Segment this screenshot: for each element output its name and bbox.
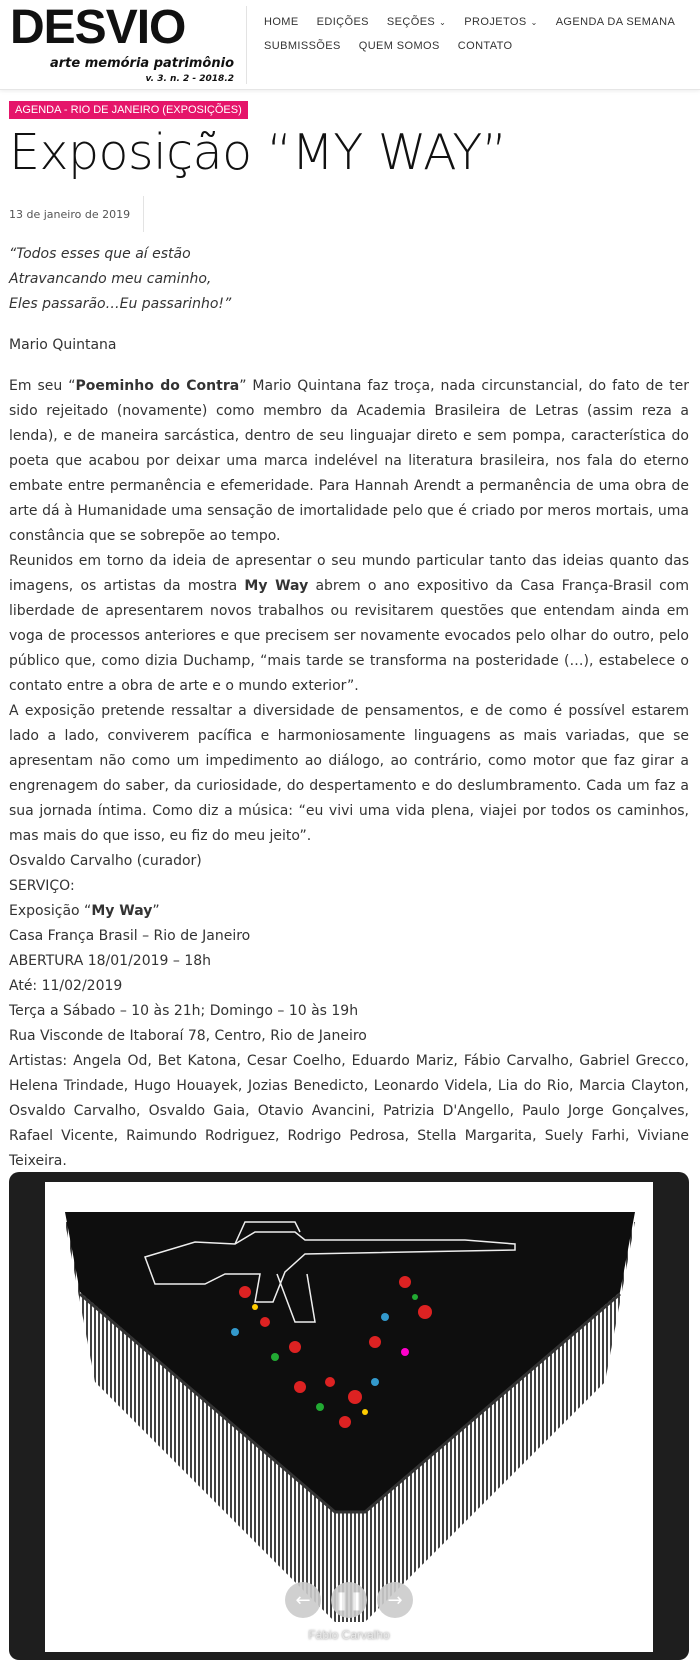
logo-wordmark: DESVIO xyxy=(10,1,186,54)
nav-secoes[interactable]: SEÇÕES ⌄ xyxy=(386,16,447,28)
header-divider xyxy=(246,6,247,84)
nav-contato[interactable]: CONTATO xyxy=(457,40,513,52)
nav-quem-somos[interactable]: QUEM SOMOS xyxy=(358,40,440,52)
paragraph-3: A exposição pretende ressaltar a diversidade de pensamentos, e de como é possível estarem lado a lado, conviverem pacífica e harmoniosamente linguagens as mais variadas, que se apresentam não como um impedimento ao diálogo, ao contrário, como motor que faz girar a engrenagem do saber, da curiosidade, do despertamento e do deslumbramento. Cada um faz a sua jornada íntima. Como diz a música: “eu vivi uma vida plena, viajei por todos os caminhos, mas mais do que isso, eu fiz do meu jeito”. xyxy=(9,703,689,844)
gallery-next-button[interactable] xyxy=(377,1582,413,1618)
service-until: Até: 11/02/2019 xyxy=(9,978,123,994)
gallery-slide[interactable] xyxy=(45,1182,653,1652)
category-badge[interactable]: AGENDA - RIO DE JANEIRO (EXPOSIÇÕES) xyxy=(9,101,248,119)
logo-tagline: arte memória patrimônio xyxy=(49,56,234,71)
service-venue: Casa França Brasil – Rio de Janeiro xyxy=(9,928,251,944)
gallery-pause-button[interactable] xyxy=(331,1582,367,1618)
chevron-down-icon: ⌄ xyxy=(439,18,447,27)
chevron-down-icon: ⌄ xyxy=(530,18,538,27)
poem-title: Poeminho do Contra xyxy=(75,378,240,394)
nav-submissoes[interactable]: SUBMISSÕES xyxy=(264,40,341,52)
arrow-right-icon: → xyxy=(387,1589,403,1611)
paragraph-1: Em seu “Poeminho do Contra” Mario Quintana faz troça, nada circunstancial, do fato de ter sido rejeitado (novamente) como membro da Academia Brasileira de Letras (assim reza a lenda), e de maneira sarcástica, dentro de seu linguajar direto e sem pompa, característica do poeta que acabou por deixar uma marca indelével na literatura brasileira, nos fala do eterno embate entre permanência e efemeridade. Para Hannah Arendt a permanência de uma obra de arte dá à Humanidade uma sensação de imortalidade pelo que é criado por meros mortais, uma constância que se sobrepõe ao tempo. xyxy=(9,378,689,544)
gallery-controls xyxy=(45,1582,653,1618)
nav-projetos[interactable]: PROJETOS ⌄ xyxy=(464,16,538,28)
service-hours: Terça a Sábado – 10 às 21h; Domingo – 10 às 19h xyxy=(9,1003,359,1019)
quote-line: Atravancando meu caminho, xyxy=(9,271,212,287)
post-date: 13 de janeiro de 2019 xyxy=(9,208,131,221)
arrow-left-icon: ← xyxy=(295,1589,311,1611)
nav-edicoes[interactable]: EDIÇÕES xyxy=(316,16,369,28)
artists-list: Artistas: Angela Od, Bet Katona, Cesar Coelho, Eduardo Mariz, Fábio Carvalho, Gabriel Grecco, Helena Trindade, Hugo Houayek, Jozias Benedicto, Leonardo Videla, Lia do Rio, Marcia Clayton, Osvaldo Carvalho, Osvaldo Gaia, Otavio Avancini, Patrizia D'Angello, Paulo Jorge Gonçalves, Rafael Vicente, Raimundo Rodriguez, Rodrigo Pedrosa, Stella Margarita, Suely Farhi, Viviane Teixeira. xyxy=(9,1053,689,1169)
date-divider xyxy=(143,196,144,232)
service-expo: Exposição “My Way” xyxy=(9,903,160,919)
site-header xyxy=(0,0,700,90)
site-logo[interactable] xyxy=(10,2,240,86)
article-body xyxy=(9,238,689,1199)
service-heading: SERVIÇO: xyxy=(9,878,75,894)
paragraph-2: Reunidos em torno da ideia de apresentar o seu mundo particular tanto das ideias quanto das imagens, os artistas da mostra My Way abrem o ano expositivo da Casa França-Brasil com liberdade de apresentarem novos trabalhos ou revisitarem questões que entendam ainda em voga de processos anteriores e que precisem ser novamente evocados pelo olhar do outro, pelo público que, como dizia Duchamp, “mais tarde se transforma na posteridade (…), estabelece o contato entre a obra de arte e o mundo exterior”. xyxy=(9,553,690,694)
nav-agenda-da-semana[interactable]: AGENDA DA SEMANA xyxy=(555,16,676,28)
image-gallery xyxy=(9,1172,689,1660)
nav-row-1 xyxy=(264,10,694,34)
quote-line: Eles passarão…Eu passarinho!” xyxy=(9,296,232,312)
service-address: Rua Visconde de Itaboraí 78, Centro, Rio de Janeiro xyxy=(9,1028,367,1044)
poem-quote xyxy=(9,242,689,317)
pause-icon: ❚❚ xyxy=(333,1589,365,1611)
show-title: My Way xyxy=(244,578,309,594)
curator-line: Osvaldo Carvalho (curador) xyxy=(9,853,202,869)
image-caption: Fábio Carvalho xyxy=(308,1628,390,1642)
page-title: Exposição “MY WAY” xyxy=(9,124,507,181)
main-nav xyxy=(264,10,694,58)
quote-line: “Todos esses que aí estão xyxy=(9,246,191,262)
service-opening: ABERTURA 18/01/2019 – 18h xyxy=(9,953,212,969)
quote-author: Mario Quintana xyxy=(9,337,117,353)
gallery-prev-button[interactable] xyxy=(285,1582,321,1618)
nav-home[interactable]: HOME xyxy=(264,16,299,28)
logo-volume: v. 3. n. 2 - 2018.2 xyxy=(145,74,234,84)
nav-row-2 xyxy=(264,34,694,58)
